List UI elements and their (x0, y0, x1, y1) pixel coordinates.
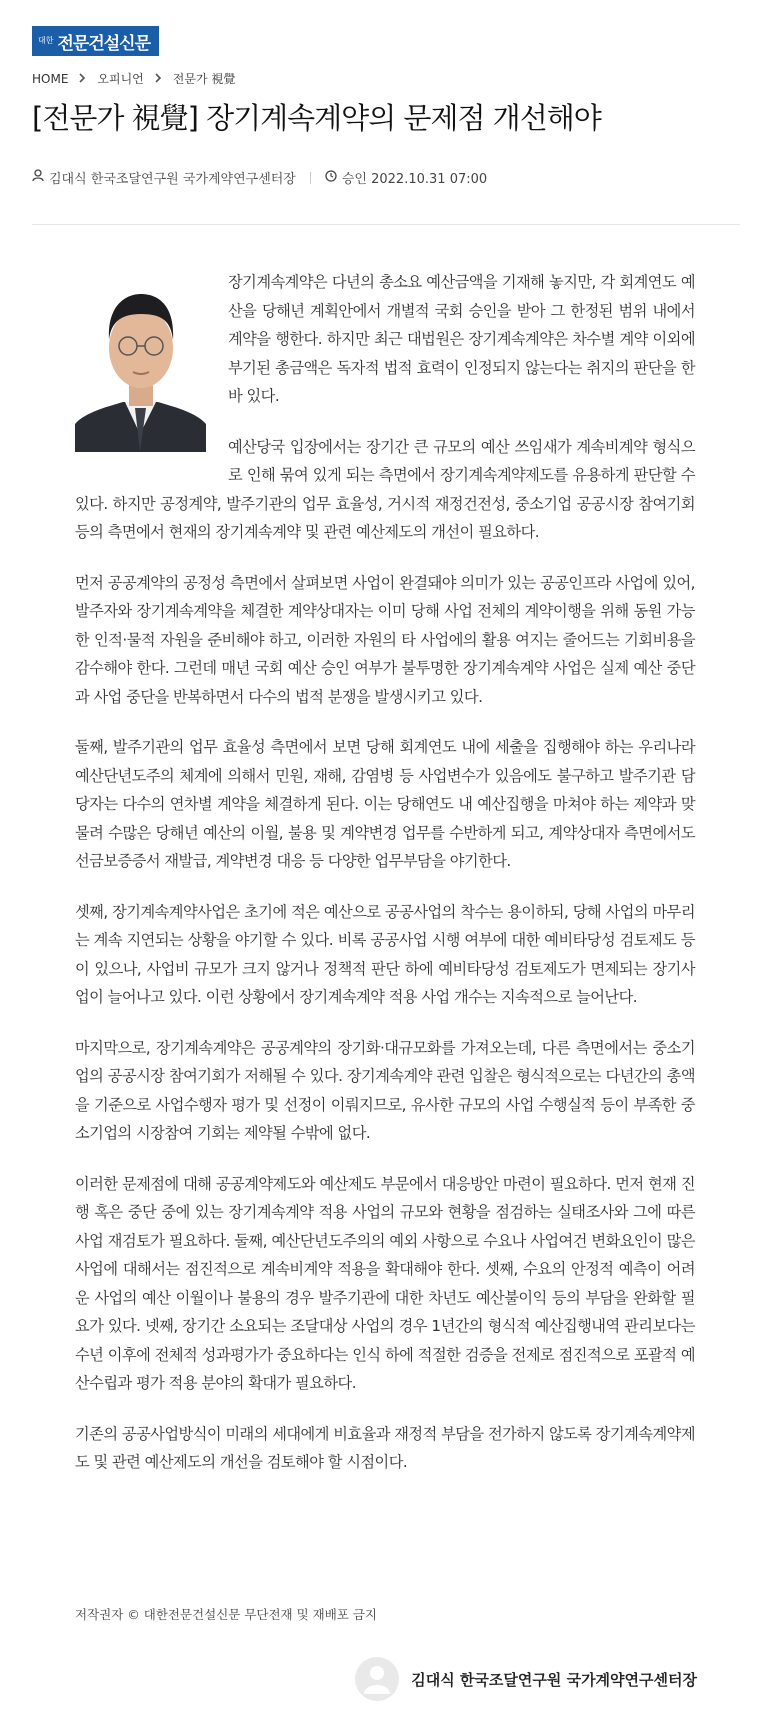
article-paragraph: 먼저 공공계약의 공정성 측면에서 살펴보면 사업이 완결돼야 의미가 있는 공공인프라 사업에 있어, 발주자와 장기계속계약을 체결한 계약상대자는 이미 당해 사업 전체의 계약이행을 위해 동원 가능한 인적·물적 자원을 준비해야 하고, 이러한 자원의 타 사업에의 활용 여지는 줄어드는 기회비용을 감수해야 한다. 그런데 매년 국회 예산 승인 여부가 불투명한 장기계속계약 사업은 실제 예산 중단과 사업 중단을 반복하면서 다수의 법적 분쟁을 발생시키고 있다. (75, 573, 695, 706)
article-paragraph: 마지막으로, 장기계속계약은 공공계약의 장기화·대규모화를 가져오는데, 다른 측면에서는 중소기업의 공공시장 참여기회가 저해될 수 있다. 장기계속계약 관련 입찰은 형식적으로는 다년간의 총액을 기준으로 사업수행자 평가 및 선정이 이뤄지므로, 유사한 규모의 사업 수행실적 등이 부족한 중소기업의 시장참여 기회는 제약될 수밖에 없다. (75, 1038, 695, 1142)
article-paragraph: 장기계속계약은 다년의 총소요 예산금액을 기재해 놓지만, 각 회계연도 예산을 당해년 계획안에서 개별적 국회 승인을 받아 그 한정된 범위 내에서 계약을 행한다. 하지만 최근 대법원은 장기계속계약은 차수별 계약 이외에 부기된 총금액은 독자적 법적 효력이 인정되지 않는다는 취지의 판단을 한 바 있다. (228, 273, 695, 405)
article-approved-time: 승인 2022.10.31 07:00 (341, 172, 488, 187)
breadcrumb-home[interactable]: HOME (32, 71, 69, 86)
meta-divider (310, 172, 311, 184)
avatar (355, 1657, 399, 1701)
user-avatar-icon (363, 1664, 391, 1694)
article-paragraph: 예산당국 입장에서는 장기간 큰 규모의 예산 쓰임새가 계속비계약 형식으로 인해 묶여 있게 되는 측면에서 장기계속계약제도를 유용하게 판단할 수 있다. 하지만 공정계약, 발주기관의 업무 효율성, 거시적 재정건전성, 중소기업 공공시장 참여기회 등의 측면에서 현재의 장기계속계약 및 관련 예산제도의 개선이 필요하다. (75, 437, 695, 541)
user-icon (32, 169, 49, 186)
logo-prefix: 대한 (38, 36, 54, 45)
author-photo (75, 274, 206, 452)
article-paragraph: 둘째, 발주기관의 업무 효율성 측면에서 보면 당해 회계연도 내에 세출을 집행해야 하는 우리나라 예산단년도주의 체계에 의해서 민원, 재해, 감염병 등 사업변수가 있음에도 불구하고 발주기관 담당자는 다수의 연차별 계약을 체결하게 된다. 이는 당해연도 내 예산집행을 마쳐야 하는 제약과 맞물려 수많은 당해년 예산의 이월, 불용 및 계약변경 업무를 수반하게 되고, 계약상대자 측면에서도 선금보증증서 재발급, 계약변경 대응 등 다양한 업무부담을 야기한다. (75, 738, 695, 870)
breadcrumb-subsection[interactable]: 전문가 視覺 (172, 72, 236, 86)
article-body (75, 268, 695, 1499)
article-title: [전문가 視覺] 장기계속계약의 문제점 개선해야 (32, 101, 601, 135)
article-paragraph: 이러한 문제점에 대해 공공계약제도와 예산제도 부문에서 대응방안 마련이 필요하다. 먼저 현재 진행 혹은 중단 중에 있는 장기계속계약 적용 사업의 규모와 현황을 점검하는 실태조사와 그에 따른 사업 재검토가 필요하다. 둘째, 예산단년도주의의 예외 사항으로 수요나 사업여건 변화요인이 많은 사업에 대해서는 점진적으로 계속비계약 적용을 확대해야 한다. 셋째, 수요의 안정적 예측이 어려운 사업의 예산 이월이나 불용의 경우 발주기관에 대한 차년도 예산불이익 등의 부담을 완화할 필요가 있다. 넷째, 장기간 소요되는 조달대상 사업의 경우 1년간의 형식적 예산집행내역 관리보다는 수년 이후에 전체적 성과평가가 중요하다는 인식 하에 적절한 검증을 전제로 점진적으로 포괄적 예산수립과 평가 적용 분야의 확대가 필요하다. (75, 1174, 695, 1392)
copyright-notice: 저작권자 © 대한전문건설신문 무단전재 및 재배포 금지 (75, 1607, 377, 1622)
logo-text: 전문건설신문 (57, 33, 151, 54)
site-logo[interactable] (32, 26, 159, 56)
article-author: 김대식 한국조달연구원 국가계약연구센터장 (49, 172, 296, 187)
article-paragraph: 기존의 공공사업방식이 미래의 세대에게 비효율과 재정적 부담을 전가하지 않도록 장기계속계약제도 및 관련 예산제도의 개선을 검토해야 할 시점이다. (75, 1424, 695, 1471)
breadcrumb (32, 70, 235, 87)
clock-icon (325, 170, 342, 186)
article-meta (32, 168, 487, 187)
chevron-right-icon (79, 72, 86, 86)
header-divider (32, 224, 740, 225)
chevron-right-icon (155, 72, 162, 86)
article-paragraph: 셋째, 장기계속계약사업은 초기에 적은 예산으로 공공사업의 착수는 용이하되, 당해 사업의 마무리는 계속 지연되는 상황을 야기할 수 있다. 비록 공공사업 시행 여부에 대한 예비타당성 검토제도 등이 있으나, 사업비 규모가 크지 않거나 정책적 판단 하에 예비타당성 검토제도가 면제되는 장기사업이 늘어나고 있다. 이런 상황에서 장기계속계약 적용 사업 개수는 지속적으로 늘어난다. (75, 902, 695, 1006)
breadcrumb-section[interactable]: 오피니언 (97, 72, 144, 86)
author-byline[interactable] (355, 1657, 697, 1701)
byline-name: 김대식 한국조달연구원 국가계약연구센터장 (411, 1670, 697, 1689)
